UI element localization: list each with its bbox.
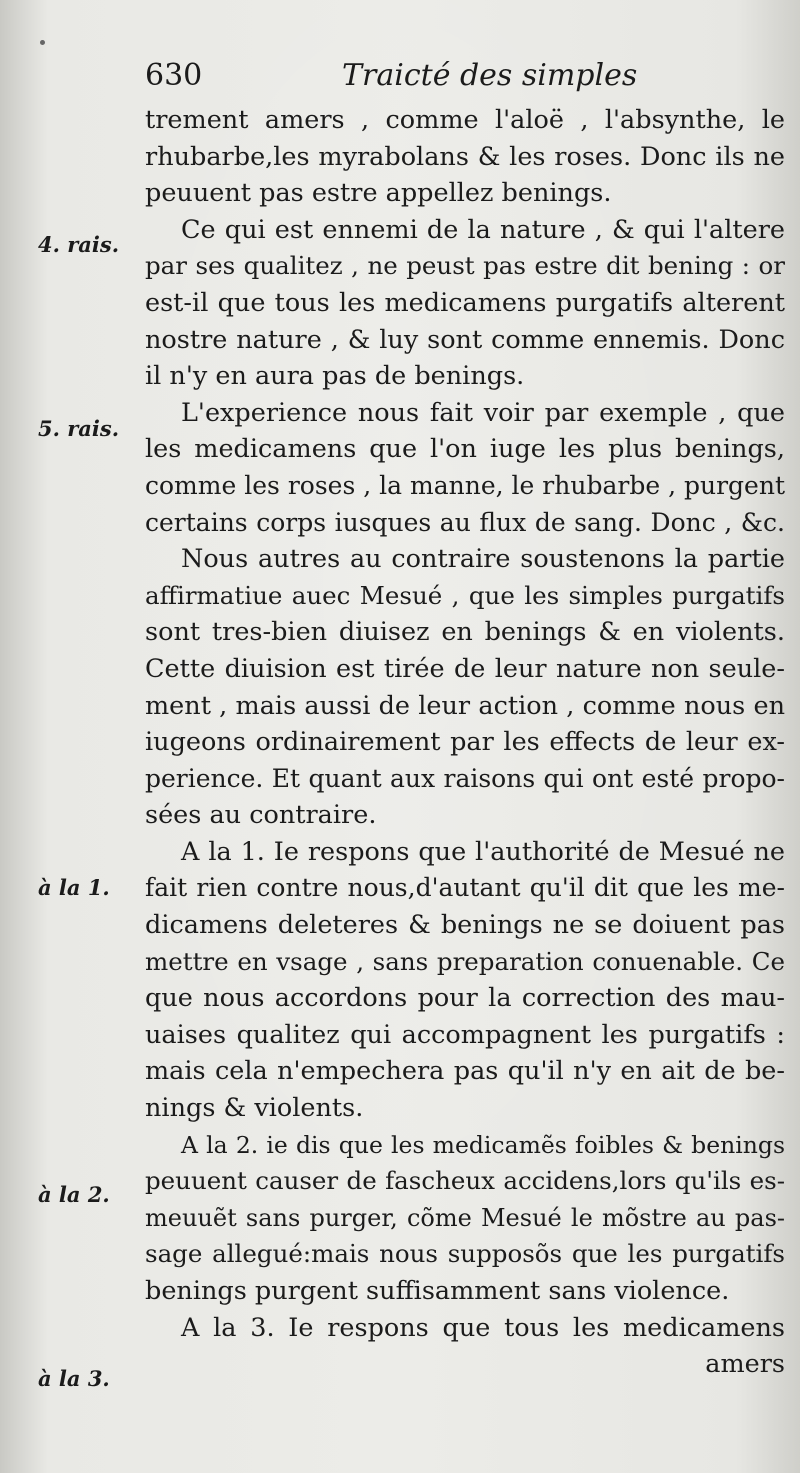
text-line: L'experience nous fait voir par exemple , que (181, 397, 785, 428)
text-line: Ce qui est ennemi de la nature , & qui l'altere (181, 214, 785, 245)
margin-note-a-la-1: à la 1. (38, 875, 110, 900)
text-line: nings & violents. (145, 1093, 364, 1124)
body-text (145, 102, 785, 1383)
running-title: Traicté des simples (342, 58, 638, 93)
text-line: nostre nature , & luy sont comme ennemis. Donc (145, 324, 785, 355)
page-header (145, 58, 785, 98)
text-line: A la 2. ie dis que les medicamẽs foibles & benings (181, 1130, 785, 1159)
text-line: iugeons ordinairement par les effects de leur ex- (145, 727, 785, 758)
page-number: 630 (145, 58, 203, 93)
text-line: A la 3. Ie respons que tous les medicamens (181, 1312, 785, 1343)
text-line: uaises qualitez qui accompagnent les purgatifs : (145, 1019, 785, 1050)
text-line: sage allegué:mais nous supposõs que les purgatifs (145, 1239, 785, 1269)
text-line: sont tres-bien diuisez en benings & en violents. (145, 617, 785, 648)
text-line: fait rien contre nous,d'autant qu'il dit que les me- (145, 873, 785, 903)
text-line: Cette diuision est tirée de leur nature non seule- (145, 653, 785, 684)
catchword: amers (705, 1349, 785, 1380)
text-line: perience. Et quant aux raisons qui ont esté propo- (145, 763, 785, 793)
text-line: trement amers , comme l'aloë , l'absynthe, le (145, 105, 785, 135)
text-line: ment , mais aussi de leur action , comme nous en (145, 690, 785, 721)
text-line: meuuẽt sans purger, cõme Mesué le mõstre au pas- (145, 1203, 785, 1232)
text-line: Nous autres au contraire soustenons la partie (181, 544, 785, 575)
text-line: mettre en vsage , sans preparation conuenable. Ce (145, 946, 785, 976)
text-line: il n'y en aura pas de benings. (145, 361, 525, 392)
text-line: peuuent pas estre appellez benings. (145, 178, 612, 209)
text-line: comme les roses , la manne, le rhubarbe , purgent (145, 470, 785, 500)
text-line: mais cela n'empechera pas qu'il n'y en ait de be- (145, 1056, 785, 1087)
text-line: que nous accordons pour la correction des mau- (145, 983, 785, 1014)
text-line: sées au contraire. (145, 800, 377, 831)
text-line: peuuent causer de fascheux accidens,lors qu'ils es- (145, 1166, 785, 1196)
text-line: A la 1. Ie respons que l'authorité de Mesué ne (181, 836, 785, 867)
text-line: est-il que tous les medicamens purgatifs alterent (145, 287, 785, 318)
text-line: dicamens deleteres & benings ne se doiuent pas (145, 910, 785, 941)
ink-speck (40, 40, 45, 45)
margin-note-4-rais: 4. rais. (38, 232, 120, 257)
text-line: par ses qualitez , ne peust pas estre dit bening : or (145, 251, 785, 281)
text-line: affirmatiue auec Mesué , que les simples purgatifs (145, 580, 785, 610)
margin-note-5-rais: 5. rais. (38, 416, 120, 441)
text-line: rhubarbe,les myrabolans & les roses. Donc ils ne (145, 141, 785, 172)
margin-note-a-la-2: à la 2. (38, 1182, 110, 1207)
text-line: les medicamens que l'on iuge les plus benings, (145, 434, 785, 465)
text-line: benings purgent suffisamment sans violence. (145, 1276, 730, 1306)
margin-note-a-la-3: à la 3. (38, 1366, 110, 1391)
text-line: certains corps iusques au flux de sang. Donc , &c. (145, 507, 785, 537)
